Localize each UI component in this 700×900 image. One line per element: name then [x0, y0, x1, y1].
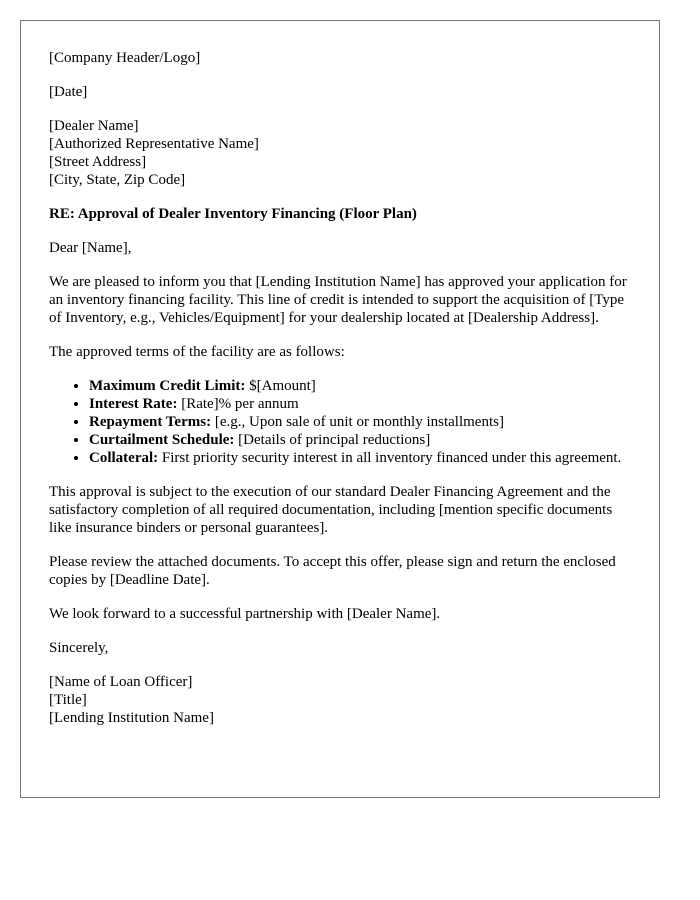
- term-item-repayment: [89, 413, 631, 431]
- signature-block: [49, 673, 631, 727]
- term-label: Curtailment Schedule:: [89, 432, 235, 448]
- recipient-representative: [Authorized Representative Name]: [49, 136, 259, 152]
- term-item-collateral: [89, 449, 631, 467]
- terms-intro: The approved terms of the facility are as follows:: [49, 344, 345, 360]
- term-item-interest-rate: [89, 395, 631, 413]
- company-header-logo: [Company Header/Logo]: [49, 50, 201, 66]
- term-label: Maximum Credit Limit:: [89, 378, 246, 394]
- letter-date: [Date]: [49, 84, 88, 100]
- term-item-curtailment: [89, 431, 631, 449]
- closing-paragraph: We look forward to a successful partnership with [Dealer Name].: [49, 606, 441, 622]
- instructions-paragraph: Please review the attached documents. To accept this offer, please sign and return the enclosed copies by [Deadline Date].: [49, 554, 616, 588]
- salutation: Dear [Name],: [49, 240, 132, 256]
- term-label: Interest Rate:: [89, 396, 178, 412]
- term-item-credit-limit: [89, 377, 631, 395]
- letter-page: [20, 20, 660, 798]
- officer-title: [Title]: [49, 692, 87, 708]
- complimentary-closing: Sincerely,: [49, 640, 109, 656]
- term-value: First priority security interest in all inventory financed under this agreement.: [158, 450, 622, 466]
- term-label: Repayment Terms:: [89, 414, 212, 430]
- recipient-address: [49, 117, 631, 189]
- subject-line: RE: Approval of Dealer Inventory Financing (Floor Plan): [49, 206, 417, 222]
- term-label: Collateral:: [89, 450, 159, 466]
- conditions-paragraph: This approval is subject to the execution of our standard Dealer Financing Agreement and the satisfactory completion of all required documentation, including [mention specific documents like insurance binders or personal guarantees].: [49, 484, 613, 536]
- intro-paragraph: We are pleased to inform you that [Lending Institution Name] has approved your application for an inventory financing facility. This line of credit is intended to support the acquisition of [Type of Inventory, e.g., Vehicles/Equipment] for your dealership located at [Dealership Address].: [49, 274, 627, 326]
- officer-name: [Name of Loan Officer]: [49, 674, 193, 690]
- recipient-dealer-name: [Dealer Name]: [49, 118, 139, 134]
- term-value: [Rate]% per annum: [177, 396, 299, 412]
- recipient-city-state-zip: [City, State, Zip Code]: [49, 172, 186, 188]
- term-value: [e.g., Upon sale of unit or monthly installments]: [211, 414, 504, 430]
- recipient-street: [Street Address]: [49, 154, 147, 170]
- term-value: [Details of principal reductions]: [234, 432, 431, 448]
- institution-name: [Lending Institution Name]: [49, 710, 214, 726]
- terms-list: [49, 377, 631, 467]
- term-value: $[Amount]: [245, 378, 316, 394]
